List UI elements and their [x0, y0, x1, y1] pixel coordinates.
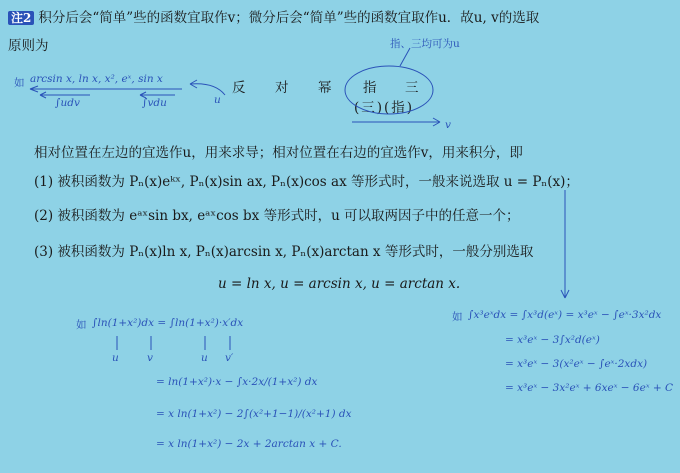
rule-2: (2) 被积函数为 eᵃˣsin bx, eᵃˣcos bx 等形式时，u 可以取两因子中的任意一个； — [34, 208, 520, 224]
rule-3: (3) 被积函数为 Pₙ(x)ln x, Pₙ(x)arcsin x, Pₙ(x)arctan x 等形式时，一般分别选取 — [34, 244, 534, 260]
example-right-step-1: ∫x³eˣdx = ∫x³d(eˣ) = x³eˣ − ∫eˣ·3x²dx — [468, 309, 662, 321]
uv-mark-4: v′ — [225, 352, 234, 364]
example-left-label: 如 — [76, 319, 87, 331]
example-left-line1: ∫ln(1+x²)dx = ∫ln(1+x²)·x′dx — [92, 317, 244, 329]
example-right-step-3: = x³eˣ − 3(x²eˣ − ∫eˣ·2xdx) — [505, 358, 648, 370]
uv-mark-3: u — [201, 352, 208, 364]
order-word-1: 反 — [232, 80, 246, 96]
v-label: v — [445, 119, 451, 131]
uv-mark-2: v — [147, 352, 153, 364]
order-paren: (三)(指) — [354, 100, 415, 116]
example-right-step-4: = x³eˣ − 3x²eˣ + 6xeˣ − 6eˣ + C — [505, 382, 674, 394]
ellipse-note: 指、三均可为u — [390, 38, 460, 50]
intro-line-2: 原则为 — [8, 38, 49, 54]
function-list: arcsin x, ln x, x², eˣ, sin x — [30, 73, 163, 85]
example-left-step-1: = ln(1+x²)·x − ∫x·2x/(1+x²) dx — [156, 376, 318, 388]
rule-1: (1) 被积函数为 Pₙ(x)eᵏˣ, Pₙ(x)sin ax, Pₙ(x)cos ax 等形式时，一般来说选取 u = Pₙ(x)； — [34, 174, 579, 190]
integral-vdu: ∫vdu — [142, 97, 167, 109]
order-word-2: 对 — [275, 80, 289, 96]
integral-udv: ∫udv — [55, 97, 80, 109]
u-label: u — [214, 94, 221, 106]
uv-mark-1: u — [112, 352, 119, 364]
example-left-step-3: = x ln(1+x²) − 2x + 2arctan x + C. — [156, 438, 342, 450]
example-right-label: 如 — [452, 311, 463, 323]
example-left-step-2: = x ln(1+x²) − 2∫(x²+1−1)/(x²+1) dx — [156, 408, 352, 420]
diagram-example-label: 如 — [14, 77, 25, 89]
order-word-3: 幂 — [318, 80, 332, 96]
example-right-step-2: = x³eˣ − 3∫x²d(eˣ) — [505, 334, 600, 346]
order-word-4: 指 — [363, 80, 377, 96]
rule-intro: 相对位置在左边的宜选作u，用来求导；相对位置在右边的宜选作v，用来积分，即 — [34, 145, 523, 161]
note-tag: 注2 — [8, 11, 34, 25]
intro-text: 积分后会“简单”些的函数宜取作v；微分后会“简单”些的函数宜取作u．故u, v的选取 — [38, 10, 540, 26]
rule-3-choice: u = ln x, u = arcsin x, u = arctan x. — [218, 276, 461, 292]
order-word-5: 三 — [405, 80, 419, 96]
